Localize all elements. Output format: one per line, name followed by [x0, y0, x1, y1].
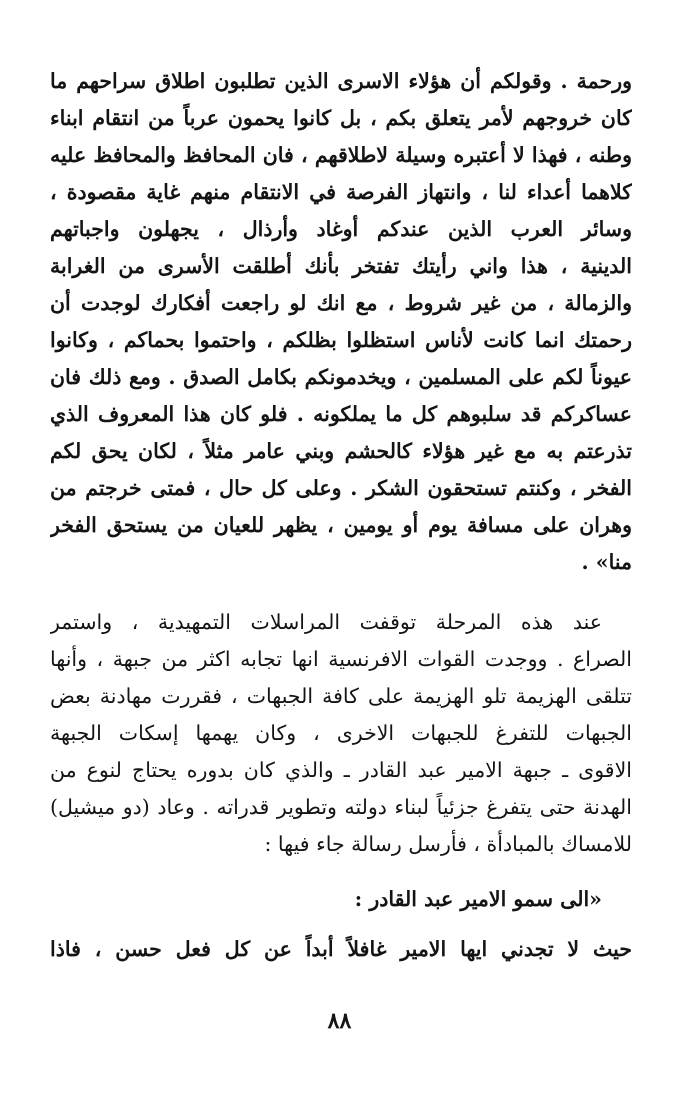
text-line: ورحمة . وقولكم أن هؤلاء الاسرى الذين تطلبون اطلاق سراحهم ما: [50, 69, 632, 93]
text-line: للامساك بالمبادأة ، فأرسل رسالة جاء فيها :: [264, 832, 632, 856]
text-line: الدينية ، هذا واني رأيتك تفتخر بأنك أطلقت الأسرى من الغرابة: [50, 254, 632, 278]
text-line: الهدنة حتى يتفرغ جزئياً لبناء دولته وتطوير قدراته . وعاد (دو ميشيل): [50, 795, 632, 819]
text-line: تذرعتم به مع غير هؤلاء كالحشم وبني عامر مثلاً ، لكان يحق لكم: [50, 439, 632, 463]
text-line: كلاهما أعداء لنا ، وانتهاز الفرصة في الانتقام منهم غاية مقصودة ،: [50, 180, 632, 204]
text-line: وطنه ، فهذا لا أعتبره وسيلة لاطلاقهم ، فان المحافظ والمحافظ عليه: [50, 143, 632, 167]
text-line: عيوناً لكم على المسلمين ، ويخدمونكم بكامل الصدق . ومع ذلك فان: [50, 365, 632, 389]
letter-salutation: «الى سمو الامير عبد القادر :: [354, 887, 602, 911]
text-line: رحمتك انما كانت لأناس استظلوا بظلكم ، واحتموا بحماكم ، وكانوا: [50, 328, 632, 352]
text-line: وسائر العرب الذين عندكم أوغاد وأرذال ، يجهلون واجباتهم: [50, 217, 632, 241]
text-line: والزمالة ، من غير شروط ، مع انك لو راجعت أفكارك لوجدت أن: [50, 291, 632, 315]
text-line: الصراع . ووجدت القوات الافرنسية انها تجابه اكثر من جبهة ، وأنها: [50, 647, 632, 671]
text-line: تتلقى الهزيمة تلو الهزيمة على كافة الجبهات ، فقررت مهادنة بعض: [50, 684, 632, 708]
text-line: وهران على مسافة يوم أو يومين ، يظهر للعيان من يستحق الفخر: [50, 513, 632, 537]
text-line: عند هذه المرحلة توقفت المراسلات التمهيدية ، واستمر: [50, 610, 602, 634]
text-line: كان خروجهم لأمر يتعلق بكم ، بل كانوا يحمون عرباً من انتقام ابناء: [50, 106, 632, 130]
text-line: الجبهات للتفرغ للجبهات الاخرى ، وكان يهمها إسكات الجبهة: [50, 721, 632, 745]
letter-opening-line: حيث لا تجدني ايها الامير غافلاً أبداً عن كل فعل حسن ، فاذا: [50, 937, 632, 961]
text-line: عساكركم قد سلبوهم كل ما يملكونه . فلو كان هذا المعروف الذي: [50, 402, 632, 426]
text-line: الاقوى ـ جبهة الامير عبد القادر ـ والذي كان بدوره يحتاج لنوع من: [50, 758, 632, 782]
text-line: الفخر ، وكنتم تستحقون الشكر . وعلى كل حال ، فمتى خرجتم من: [50, 476, 632, 500]
page-number: ٨٨: [327, 1008, 352, 1034]
text-line: منا» .: [581, 550, 632, 574]
